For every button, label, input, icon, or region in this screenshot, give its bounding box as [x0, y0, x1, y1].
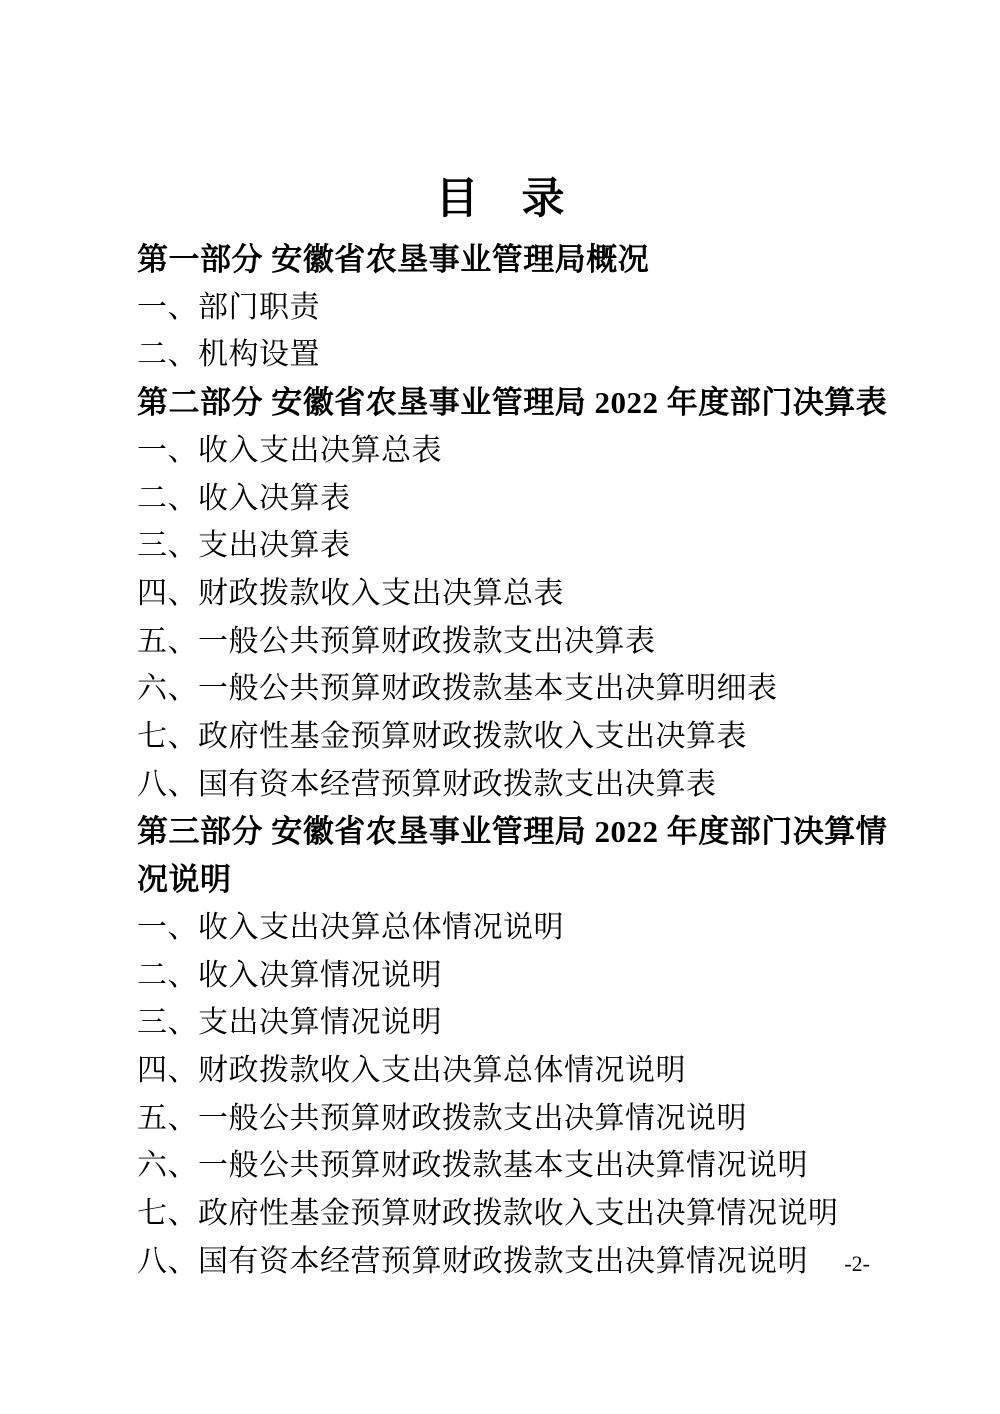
section-heading: 第三部分 安徽省农垦事业管理局 2022 年度部门决算情况说明	[137, 814, 888, 898]
toc-item: 八、国有资本经营预算财政拨款支出决算表	[137, 767, 717, 801]
toc-item: 二、收入决算表	[137, 481, 351, 515]
toc-item: 六、一般公共预算财政拨款基本支出决算情况说明	[137, 1149, 808, 1183]
page-number: -2-	[844, 1251, 870, 1276]
toc-item: 二、机构设置	[137, 338, 320, 372]
toc-item: 三、支出决算表	[137, 529, 351, 563]
toc-item: 四、财政拨款收入支出决算总表	[137, 576, 564, 610]
section-heading: 第一部分 安徽省农垦事业管理局概况	[137, 242, 650, 277]
toc-item: 八、国有资本经营预算财政拨款支出决算情况说明	[137, 1244, 808, 1278]
toc-item: 五、一般公共预算财政拨款支出决算情况说明	[137, 1101, 747, 1135]
toc-item: 二、收入决算情况说明	[137, 958, 442, 992]
section-heading: 第二部分 安徽省农垦事业管理局 2022 年度部门决算表	[137, 385, 888, 421]
page-title: 目 录	[435, 176, 565, 223]
toc-item: 七、政府性基金预算财政拨款收入支出决算表	[137, 720, 747, 754]
table-of-contents	[137, 236, 899, 1285]
toc-section-1	[137, 236, 899, 379]
toc-item: 一、收入支出决算总体情况说明	[137, 910, 564, 944]
toc-item: 五、一般公共预算财政拨款支出决算表	[137, 624, 656, 658]
toc-section-2	[137, 379, 899, 808]
toc-item: 三、支出决算情况说明	[137, 1006, 442, 1040]
toc-item: 六、一般公共预算财政拨款基本支出决算明细表	[137, 672, 778, 706]
toc-item: 四、财政拨款收入支出决算总体情况说明	[137, 1053, 686, 1087]
toc-item: 一、收入支出决算总表	[137, 433, 442, 467]
toc-section-3	[137, 808, 899, 1285]
toc-item: 七、政府性基金预算财政拨款收入支出决算情况说明	[137, 1197, 839, 1231]
toc-item: 一、部门职责	[137, 290, 320, 324]
